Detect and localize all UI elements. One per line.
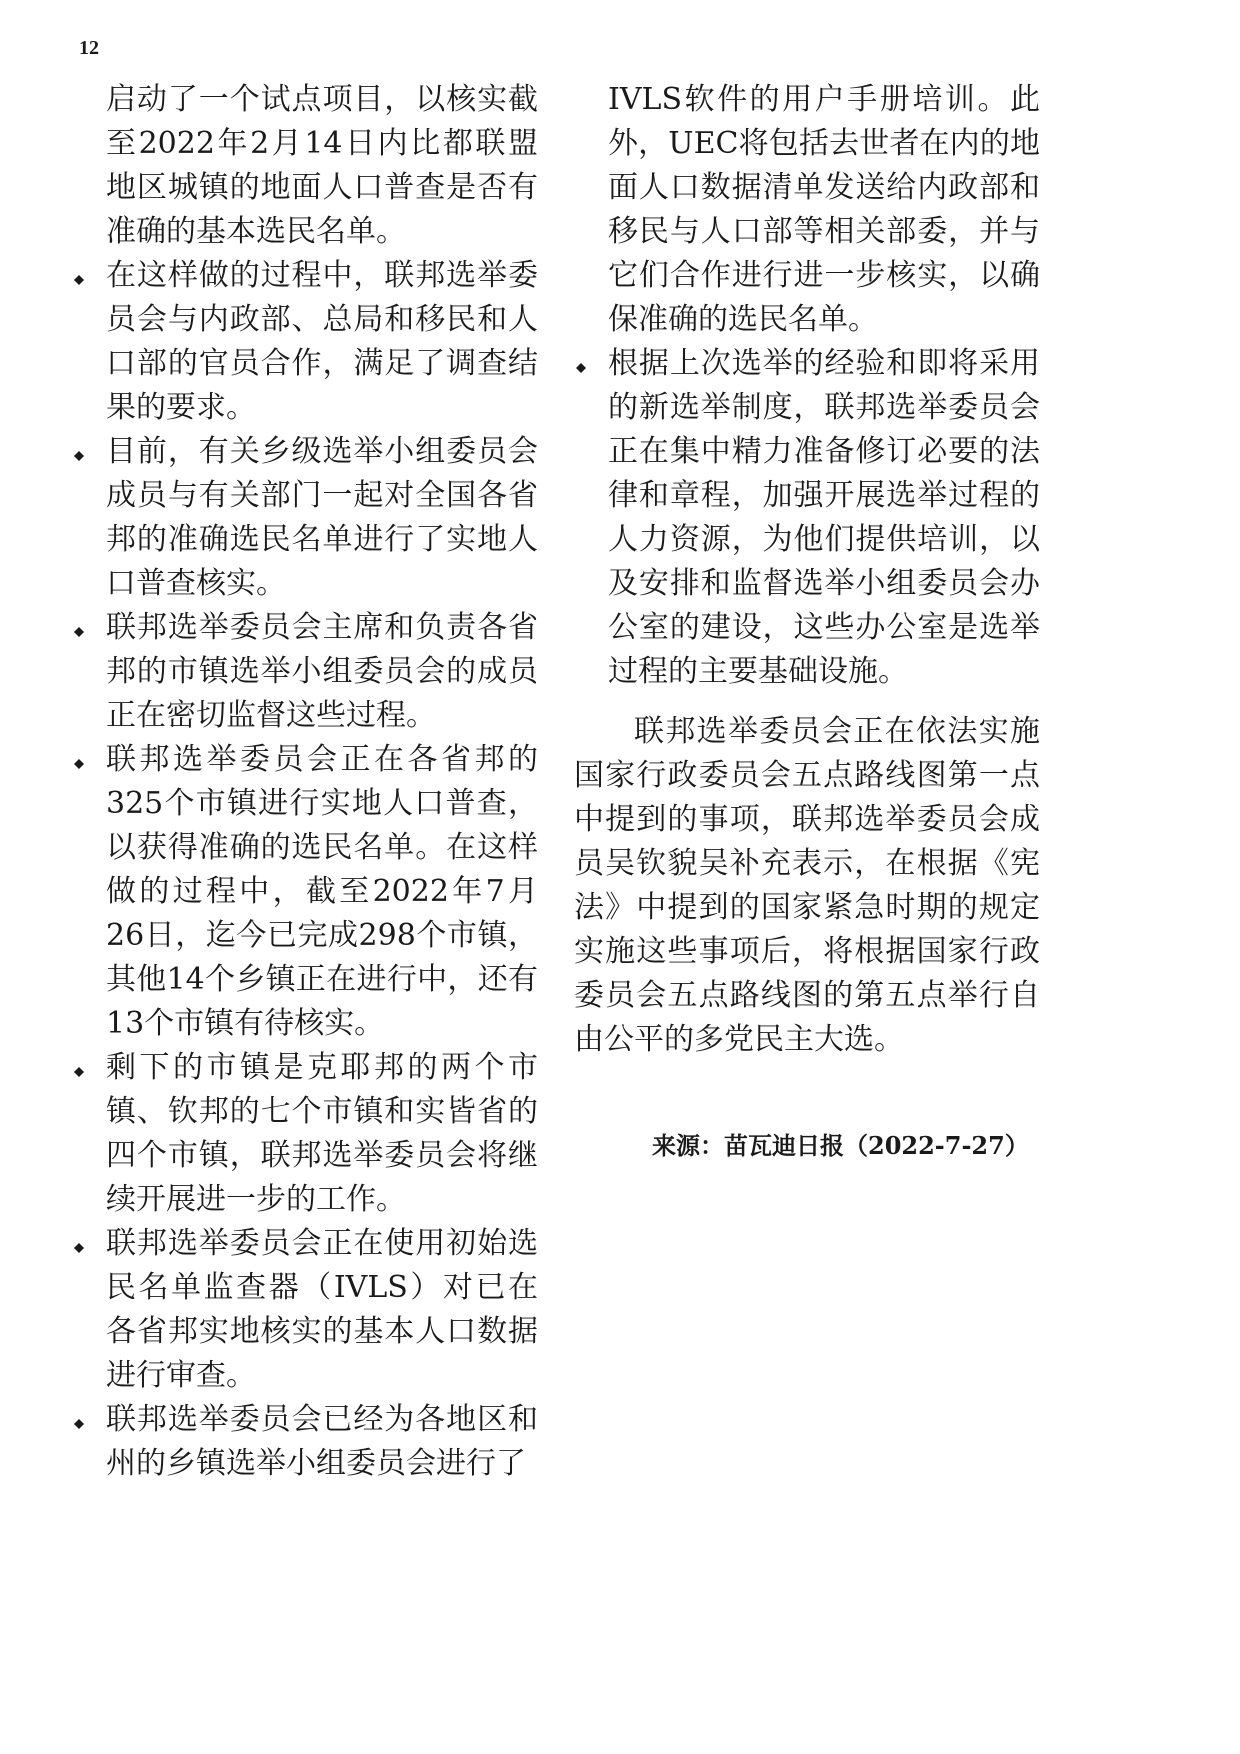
list-item-text: 联邦选举委员会正在各省邦的325个市镇进行实地人口普查，以获得准确的选民名单。在这样做的过程中，截至2022年7月26日，迄今已完成298个市镇，其他14个乡镇正在进行中，还有13个市镇有待核实。 <box>106 742 538 1041</box>
right-column <box>574 78 1040 1062</box>
list-item-text: 剩下的市镇是克耶邦的两个市镇、钦邦的七个市镇和实皆省的四个市镇，联邦选举委员会将继续开展进一步的工作。 <box>106 1050 538 1217</box>
list-item-text: 根据上次选举的经验和即将采用的新选举制度，联邦选举委员会正在集中精力准备修订必要的法律和章程，加强开展选举过程的人力资源，为他们提供培训，以及安排和监督选举小组委员会办公室的建设，这些办公室是选举过程的主要基础设施。 <box>608 346 1040 689</box>
list-item <box>72 1398 538 1486</box>
diamond-bullet-icon <box>74 1067 84 1077</box>
diamond-bullet-icon <box>74 627 84 637</box>
continuation-text: IVLS软件的用户手册培训。此外，UEC将包括去世者在内的地面人口数据清单发送给内政部和移民与人口部等相关部委，并与它们合作进行进一步核实，以确保准确的选民名单。 <box>608 82 1040 337</box>
list-item <box>72 606 538 738</box>
list-item <box>72 1046 538 1222</box>
continuation-text: 启动了一个试点项目，以核实截至2022年2月14日内比都联盟地区城镇的地面人口普查是否有准确的基本选民名单。 <box>106 82 538 249</box>
list-item <box>574 342 1040 694</box>
page-number: 12 <box>79 37 99 59</box>
source-citation: 来源：苗瓦迪日报（2022-7-27） <box>652 1131 1029 1160</box>
list-item-text: 联邦选举委员会正在使用初始选民名单监查器（IVLS）对已在各省邦实地核实的基本人口数据进行审查。 <box>106 1226 538 1393</box>
diamond-bullet-icon <box>576 363 586 373</box>
list-item <box>72 430 538 606</box>
left-column <box>72 78 538 1486</box>
list-item-text: 在这样做的过程中，联邦选举委员会与内政部、总局和移民和人口部的官员合作，满足了调查结果的要求。 <box>106 258 538 425</box>
diamond-bullet-icon <box>74 1419 84 1429</box>
diamond-bullet-icon <box>74 451 84 461</box>
diamond-bullet-icon <box>74 1243 84 1253</box>
diamond-bullet-icon <box>74 759 84 769</box>
body-paragraph: 联邦选举委员会正在依法实施国家行政委员会五点路线图第一点中提到的事项，联邦选举委员会成员吴钦貌吴补充表示，在根据《宪法》中提到的国家紧急时期的规定实施这些事项后，将根据国家行政委员会五点路线图的第五点举行自由公平的多党民主大选。 <box>574 714 1040 1057</box>
list-item <box>72 254 538 430</box>
list-item-text: 目前，有关乡级选举小组委员会成员与有关部门一起对全国各省邦的准确选民名单进行了实地人口普查核实。 <box>106 434 538 601</box>
list-item <box>72 1222 538 1398</box>
diamond-bullet-icon <box>74 275 84 285</box>
list-item-text: 联邦选举委员会主席和负责各省邦的市镇选举小组委员会的成员正在密切监督这些过程。 <box>106 610 538 733</box>
list-item-text: 联邦选举委员会已经为各地区和州的乡镇选举小组委员会进行了 <box>106 1402 538 1481</box>
list-item <box>72 738 538 1046</box>
